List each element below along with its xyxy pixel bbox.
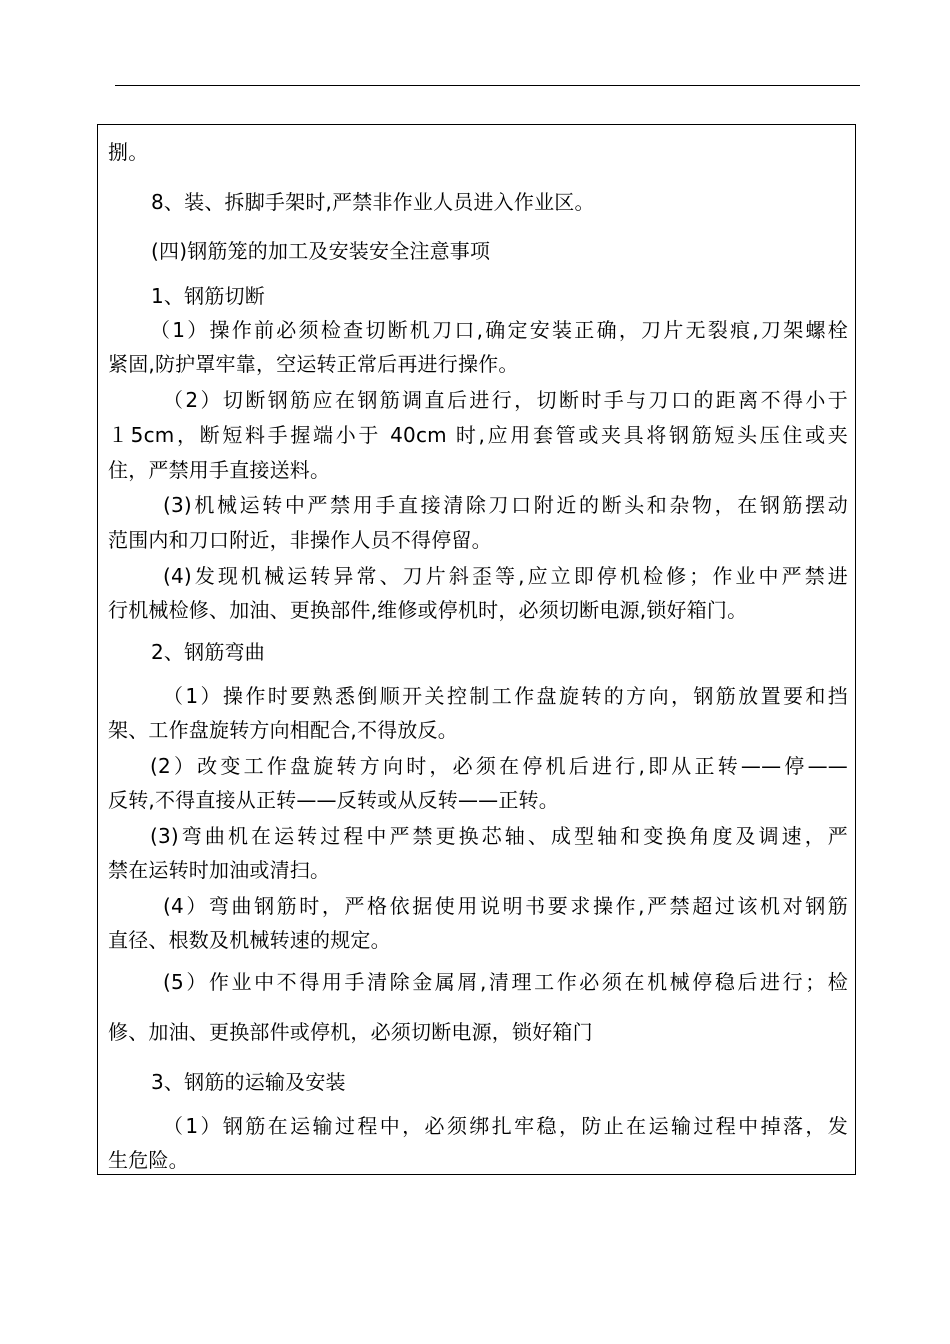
text-line: (5）作业中不得用手清除金属屑,清理工作必须在机械停稳后进行；检 xyxy=(163,970,848,994)
text-line: 紧固,防护罩牢靠，空运转正常后再进行操作。 xyxy=(108,352,519,376)
text-line: （1）操作前必须检查切断机刀口,确定安装正确，刀片无裂痕,刀架螺栓 xyxy=(150,318,848,342)
text-line: 范围内和刀口附近，非操作人员不得停留。 xyxy=(108,528,492,552)
text-line: 行机械检修、加油、更换部件,维修或停机时，必须切断电源,锁好箱门。 xyxy=(108,598,748,622)
text-line: (3)机械运转中严禁用手直接清除刀口附近的断头和杂物，在钢筋摆动 xyxy=(163,493,848,517)
text-line: 架、工作盘旋转方向相配合,不得放反。 xyxy=(108,718,458,742)
text-line: （2）切断钢筋应在钢筋调直后进行，切断时手与刀口的距离不得小于 xyxy=(163,388,848,412)
text-line: 住，严禁用手直接送料。 xyxy=(108,458,331,482)
text-line: (4)发现机械运转异常、刀片斜歪等,应立即停机检修；作业中严禁进 xyxy=(163,564,848,588)
text-line: (3)弯曲机在运转过程中严禁更换芯轴、成型轴和变换角度及调速，严 xyxy=(150,824,848,848)
text-line: 直径、根数及机械转速的规定。 xyxy=(108,928,391,952)
text-line: (4）弯曲钢筋时，严格依据使用说明书要求操作,严禁超过该机对钢筋 xyxy=(163,894,848,918)
text-line: 修、加油、更换部件或停机，必须切断电源，锁好箱门 xyxy=(108,1020,593,1044)
subsection-heading: 3、钢筋的运输及安装 xyxy=(151,1070,346,1094)
subsection-heading: 2、钢筋弯曲 xyxy=(151,640,265,664)
text-line: 生危险。 xyxy=(108,1148,189,1172)
text-line: 禁在运转时加油或清扫。 xyxy=(108,858,331,882)
section-heading: (四)钢筋笼的加工及安装安全注意事项 xyxy=(151,239,491,263)
text-line: １5cm，断短料手握端小于 40cm 时,应用套管或夹具将钢筋短头压住或夹 xyxy=(108,423,848,447)
text-line: 捌。 xyxy=(108,140,149,164)
text-line: （1）操作时要熟悉倒顺开关控制工作盘旋转的方向，钢筋放置要和挡 xyxy=(163,684,848,708)
text-line: （1）钢筋在运输过程中，必须绑扎牢稳，防止在运输过程中掉落，发 xyxy=(163,1114,848,1138)
text-line: 反转,不得直接从正转——反转或从反转——正转。 xyxy=(108,788,559,812)
text-line: 8、装、拆脚手架时,严禁非作业人员进入作业区。 xyxy=(151,190,595,214)
subsection-heading: 1、钢筋切断 xyxy=(151,284,265,308)
header-rule xyxy=(115,85,860,86)
text-line: (2）改变工作盘旋转方向时，必须在停机后进行,即从正转——停—— xyxy=(150,754,848,778)
